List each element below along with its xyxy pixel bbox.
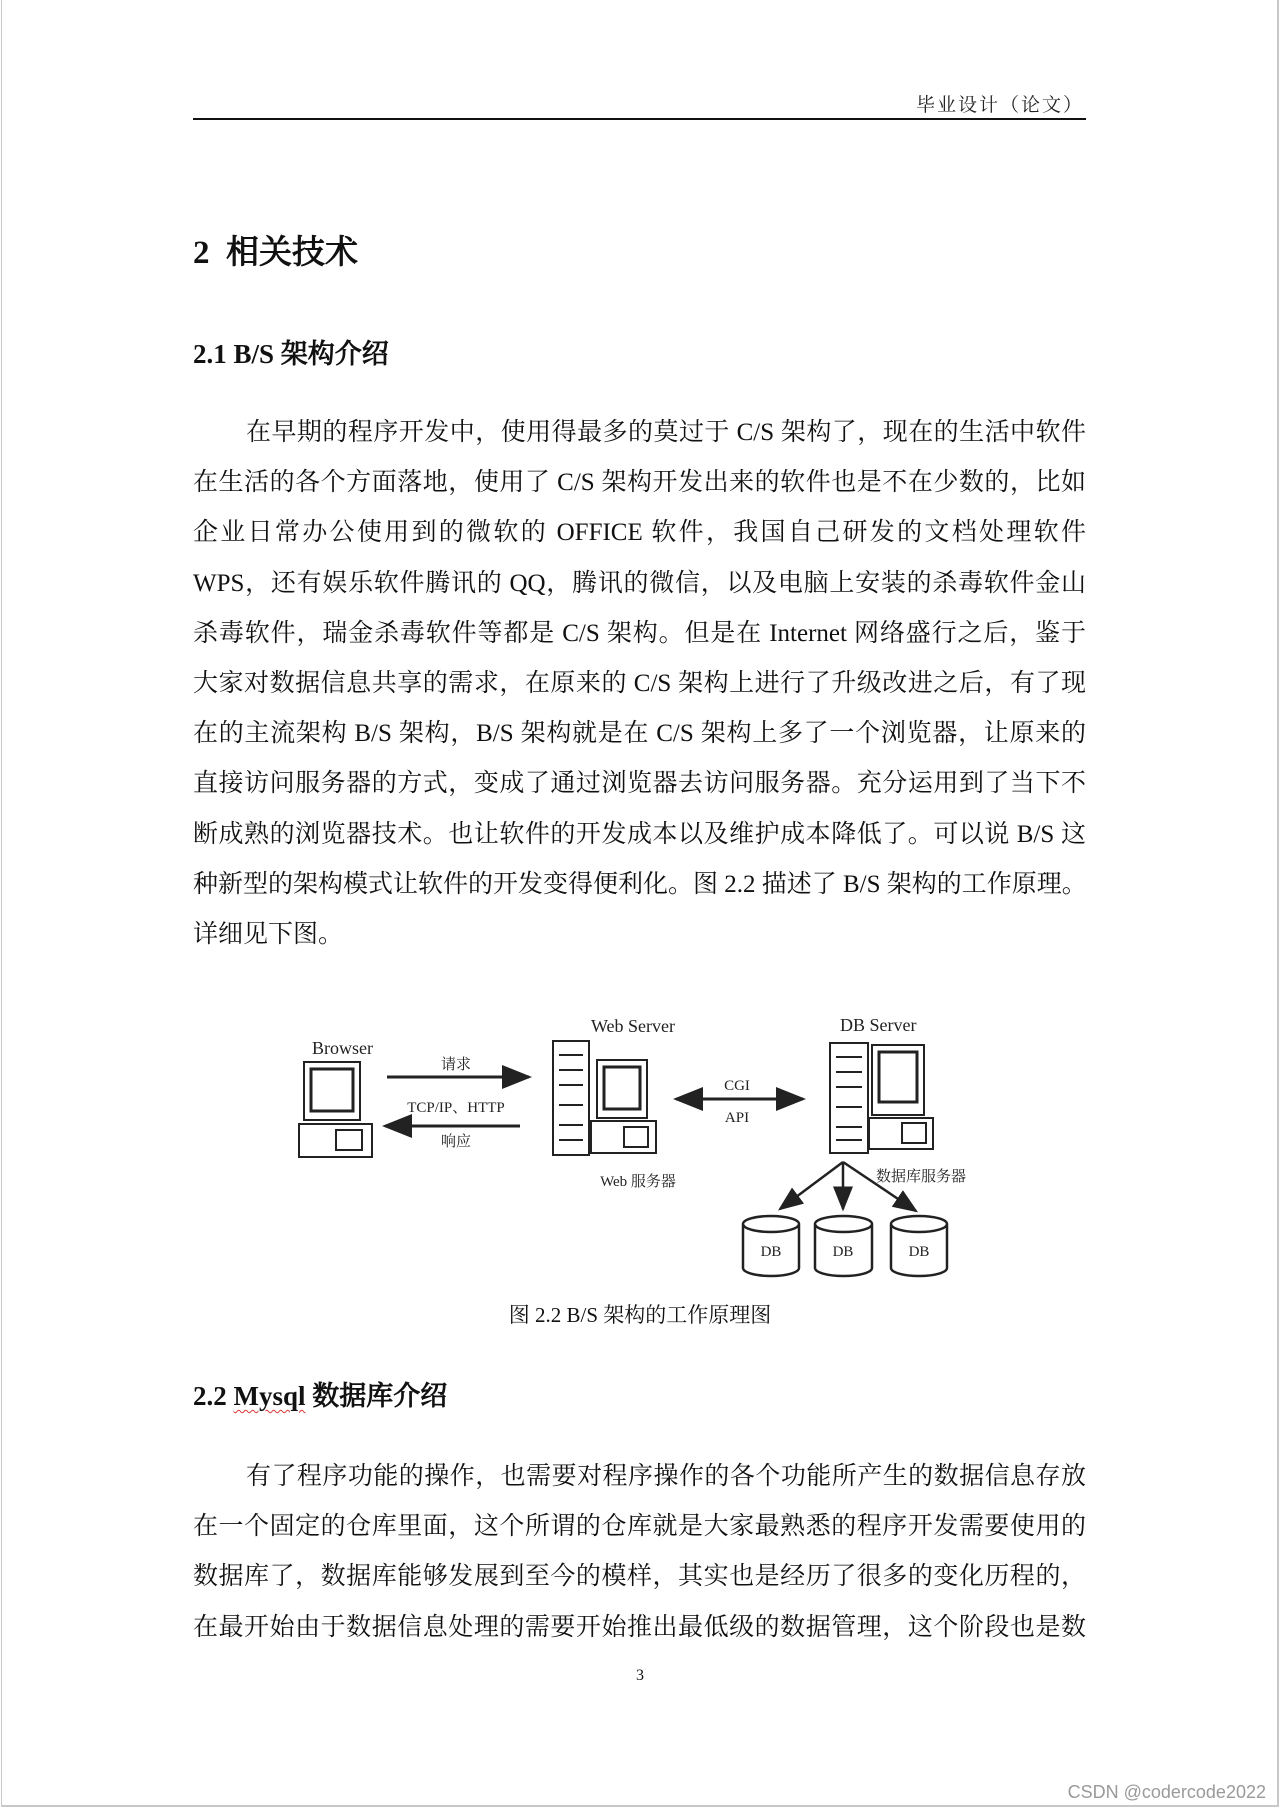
db-label: DB [832,1244,854,1260]
watermark: CSDN @codercode2022 [1067,1782,1266,1802]
text-line: 企业日常办公使用到的微软的 OFFICE 软件，我国自己研发的文档处理软件 [193,519,1086,547]
page-number: 3 [636,1667,644,1684]
db-server-cn-label: 数据库服务器 [876,1169,967,1185]
text-line: 有了程序功能的操作，也需要对程序操作的各个功能所产生的数据信息存放 [246,1463,1086,1490]
browser-computer-icon [299,1062,372,1157]
section-title-2-2 [193,1374,447,1413]
cgi-label: CGI [724,1078,750,1094]
section-name-misspelled: Mysql [233,1381,306,1411]
api-label: API [724,1110,750,1126]
db-label: DB [908,1244,930,1260]
web-server-label: Web Server [591,1016,676,1036]
section-name-rest: 数据库介绍 [312,1381,448,1411]
text-line: 断成熟的浏览器技术。也让软件的开发成本以及维护成本降低了。可以说 B/S 这 [193,820,1086,848]
web-server-computer-icon [553,1041,656,1155]
running-header: 毕业设计（论文） [915,95,1084,116]
text-line: 在生活的各个方面落地，使用了 C/S 架构开发出来的软件也是不在少数的，比如 [193,469,1086,497]
section-title-2-1: 2.1 B/S 架构介绍 [193,339,389,369]
text-line: 在一个固定的仓库里面，这个所谓的仓库就是大家最熟悉的程序开发需要使用的 [193,1513,1086,1541]
request-label: 请求 [440,1057,472,1073]
db-label: DB [760,1244,782,1260]
text-line: 直接访问服务器的方式，变成了通过浏览器去访问服务器。充分运用到了当下不 [193,770,1086,798]
text-line: 在最开始由于数据信息处理的需要开始推出最低级的数据管理，这个阶段也是数 [193,1613,1086,1641]
section-number: 2.2 [193,1381,227,1411]
protocol-label: TCP/IP、HTTP [407,1100,505,1116]
text-line: 在早期的程序开发中，使用得最多的莫过于 C/S 架构了，现在的生活中软件 [246,419,1086,446]
response-label: 响应 [440,1134,472,1150]
db-server-computer-icon [830,1043,933,1153]
text-line: 详细见下图。 [193,921,344,948]
text-line: 在的主流架构 B/S 架构，B/S 架构就是在 C/S 架构上多了一个浏览器，让原来的 [193,720,1086,748]
text-line: 种新型的架构模式让软件的开发变得便利化。图 2.2 描述了 B/S 架构的工作原理。 [193,870,1087,898]
text-line: 大家对数据信息共享的需求，在原来的 C/S 架构上进行了升级改进之后，有了现 [193,670,1086,697]
text-line: 杀毒软件，瑞金杀毒软件等都是 C/S 架构。但是在 Internet 网络盛行之后，鉴于 [193,619,1086,647]
browser-label: Browser [312,1038,373,1058]
text-line: 数据库了，数据库能够发展到至今的模样，其实也是经历了很多的变化历程的， [193,1563,1086,1591]
chapter-title: 2 相关技术 [193,235,358,271]
text-line: WPS，还有娱乐软件腾讯的 QQ，腾讯的微信，以及电脑上安装的杀毒软件金山 [193,569,1086,597]
db-server-label: DB Server [840,1015,917,1035]
web-server-cn-label: Web 服务器 [600,1174,676,1190]
figure-caption: 图 2.2 B/S 架构的工作原理图 [508,1303,772,1327]
